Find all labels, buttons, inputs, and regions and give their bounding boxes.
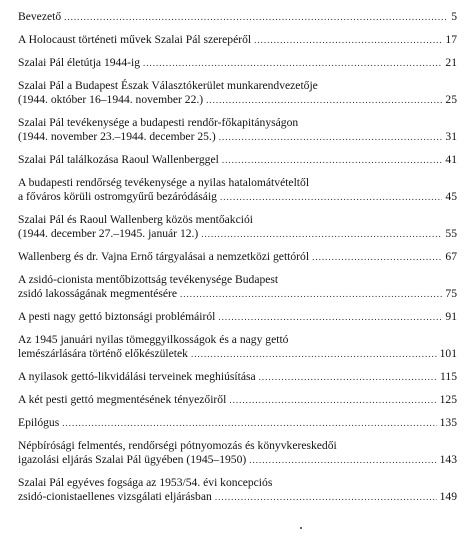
- toc-entry-line: [18, 250, 457, 264]
- toc-entry-line: [18, 130, 457, 144]
- toc-page-number: 31: [445, 130, 457, 143]
- toc-page-number: 21: [445, 56, 457, 69]
- dot-leader: [191, 347, 437, 361]
- toc-page-number: 45: [445, 190, 457, 203]
- toc-entry-bevezeto: [18, 10, 457, 24]
- toc-page-number: 135: [439, 416, 457, 429]
- toc-entry-title: Wallenberg és dr. Vajna Ernő tárgyalásai a nemzetközi gettóról: [18, 250, 310, 263]
- toc-entry-title-cont: lemészárlására történő előkészületek: [18, 347, 188, 360]
- dot-leader: [218, 310, 442, 324]
- dot-leader: [220, 190, 442, 204]
- toc-page-number: 75: [445, 287, 457, 300]
- toc-entry-title-cont: zsidó lakosságának megmentésére: [18, 287, 178, 300]
- dot-leader: [259, 370, 437, 384]
- toc-entry-title: Szalai Pál egyéves fogsága az 1953/54. évi koncepciós: [18, 476, 273, 489]
- toc-entry-title: Szalai Pál találkozása Raoul Wallenberggel: [18, 153, 219, 166]
- toc-entry-title: A Holocaust történeti művek Szalai Pál szerepéről: [18, 33, 252, 46]
- toc-entry-line: [18, 190, 457, 204]
- toc-entry-title: A nyilasok gettó-likvidálási terveinek meghiúsítása: [18, 370, 256, 383]
- toc-entry-title: Az 1945 januári nyilas tömeggyilkosságok és a nagy gettó: [18, 333, 289, 346]
- toc-page-number: 55: [445, 227, 457, 240]
- toc-entry-title: A pesti nagy gettó biztonsági problémáiról: [18, 310, 216, 323]
- toc-entry-title-cont: (1944. december 27.–1945. január 12.): [18, 227, 199, 240]
- toc-entry-mentobizottsag: [18, 273, 457, 301]
- toc-entry-line: [18, 93, 457, 107]
- toc-entry-rendor-fokapitanysag: [18, 116, 457, 144]
- toc-entry-title: A budapesti rendőrség tevékenysége a nyilas hatalomátvételtől: [18, 176, 310, 189]
- toc-entry-title-cont: zsidó-cionistaellenes vizsgálati eljárásban: [18, 490, 212, 503]
- toc-entry-line: [18, 10, 457, 24]
- toc-page-number: 17: [445, 33, 457, 46]
- toc-entry-gettok-megmentese: [18, 393, 457, 407]
- toc-entry-line: [18, 490, 457, 504]
- toc-entry-line: [18, 310, 457, 324]
- toc-entry-likvidalasi-tervek: [18, 370, 457, 384]
- toc-entry-nepbirosagi-felmentes: [18, 439, 457, 467]
- dot-leader: [222, 153, 443, 167]
- toc-entry-mentoakciok: [18, 213, 457, 241]
- toc-entry-line: [18, 153, 457, 167]
- toc-page-number: 5: [451, 10, 457, 23]
- dot-leader: [143, 56, 442, 70]
- toc-entry-title: Szalai Pál és Raoul Wallenberg közös mentőakciói: [18, 213, 253, 226]
- dot-leader: [312, 250, 442, 264]
- toc-entry-tomeggyilkossagok: [18, 333, 457, 361]
- toc-entry-title: Szalai Pál a Budapest Észak Választókerület munkarendvezetője: [18, 79, 318, 92]
- dot-leader: [215, 490, 437, 504]
- toc-entry-line: [18, 33, 457, 47]
- toc-entry-line: [18, 393, 457, 407]
- toc-entry-egyeves-fogsag: [18, 476, 457, 504]
- toc-entry-nagy-getto-biztonsag: [18, 310, 457, 324]
- print-speck: [300, 527, 302, 529]
- toc-entry-line: [18, 370, 457, 384]
- dot-leader: [219, 130, 443, 144]
- toc-entry-vajna-targyalasok: [18, 250, 457, 264]
- toc-entry-munkarendvezeto: [18, 79, 457, 107]
- dot-leader: [64, 10, 448, 24]
- toc-entry-title-cont: a főváros körüli ostromgyűrű bezáródásáig: [18, 190, 217, 203]
- toc-entry-epilogus: [18, 416, 457, 430]
- dot-leader: [254, 33, 442, 47]
- toc-entry-title: Szalai Pál tevékenysége a budapesti rendőr-főkapitányságon: [18, 116, 299, 129]
- toc-entry-line: [18, 453, 457, 467]
- dot-leader: [206, 93, 442, 107]
- toc-entry-line: [18, 227, 457, 241]
- dot-leader: [180, 287, 442, 301]
- toc-entry-title: A zsidó-cionista mentőbizottság tevékenysége Budapest: [18, 273, 279, 286]
- toc-entry-wallenberg-talalkozas: [18, 153, 457, 167]
- dot-leader: [229, 393, 436, 407]
- toc-page-number: 67: [445, 250, 457, 263]
- toc-entry-title-cont: (1944. november 23.–1944. december 25.): [18, 130, 216, 143]
- toc-entry-title: A két pesti gettó megmentésének tényezőiről: [18, 393, 227, 406]
- toc-entry-eletut: [18, 56, 457, 70]
- toc-page-number: 91: [445, 310, 457, 323]
- toc-page-number: 115: [440, 370, 457, 383]
- toc-entry-line: [18, 416, 457, 430]
- toc-entry-holocaust-muvek: [18, 33, 457, 47]
- table-of-contents: [18, 10, 457, 513]
- toc-entry-line: [18, 287, 457, 301]
- toc-entry-rendorseg-tevekenysege: [18, 176, 457, 204]
- dot-leader: [62, 416, 436, 430]
- toc-entry-title: Bevezető: [18, 10, 62, 23]
- toc-entry-line: [18, 347, 457, 361]
- toc-page-number: 101: [439, 347, 457, 360]
- toc-entry-title-cont: (1944. október 16–1944. november 22.): [18, 93, 204, 106]
- toc-entry-title-cont: igazolási eljárás Szalai Pál ügyében (1945–1950): [18, 453, 247, 466]
- toc-entry-title: Szalai Pál életútja 1944-ig: [18, 56, 141, 69]
- toc-entry-line: [18, 56, 457, 70]
- toc-entry-title: Epilógus: [18, 416, 60, 429]
- toc-page-number: 41: [445, 153, 457, 166]
- toc-page-number: 143: [439, 453, 457, 466]
- toc-page-number: 25: [445, 93, 457, 106]
- toc-entry-title: Népbírósági felmentés, rendőrségi pótnyomozás és könyvkereskedői: [18, 439, 337, 452]
- toc-page-number: 149: [439, 490, 457, 503]
- dot-leader: [201, 227, 442, 241]
- toc-page-number: 125: [439, 393, 457, 406]
- dot-leader: [249, 453, 436, 467]
